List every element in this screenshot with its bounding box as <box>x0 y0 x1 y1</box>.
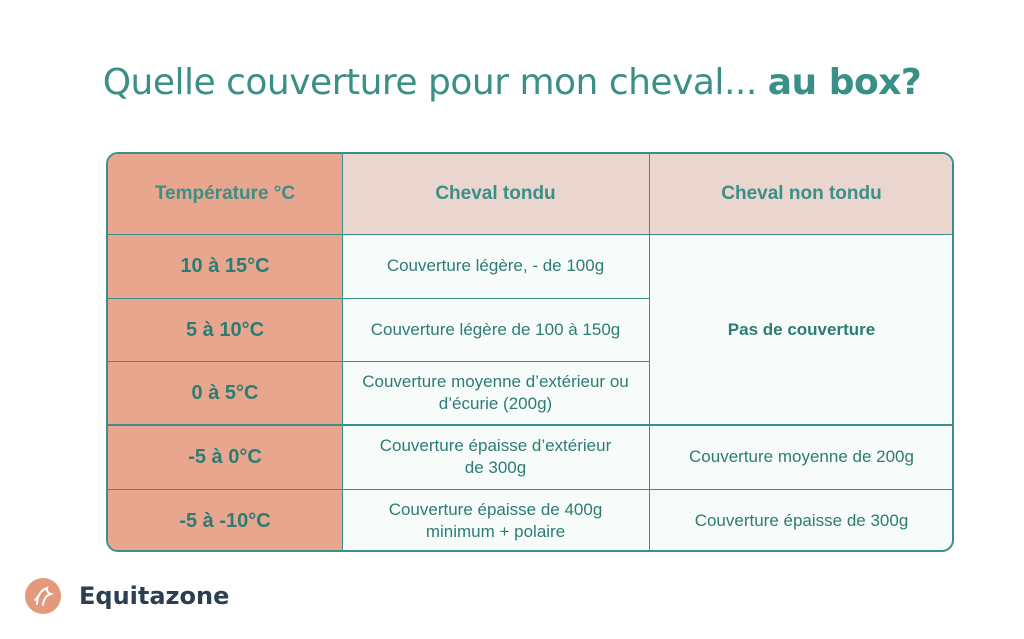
tondu-row-2: Couverture légère de 100 à 150g <box>370 319 621 339</box>
tondu-row-3: Couverture moyenne d’extérieur ou d’écurie (200g) <box>362 372 629 413</box>
divider-header <box>108 234 954 235</box>
divider-row-3 <box>108 424 954 426</box>
divider-row-1 <box>108 298 649 299</box>
header-temperature: Température °C <box>108 154 342 234</box>
tondu-row-1: Couverture légère, - de 100g <box>386 256 605 275</box>
horse-head-icon <box>25 578 61 614</box>
title-prefix: Quelle couverture pour mon cheval... <box>102 62 757 103</box>
temp-row-4: -5 à 0°C <box>108 425 342 489</box>
divider-row-4 <box>108 489 954 490</box>
blanket-table <box>106 152 954 552</box>
divider-row-2 <box>108 361 649 362</box>
temp-row-1: 10 à 15°C <box>108 234 342 298</box>
brand-logo <box>25 578 229 614</box>
tondu-row-5: Couverture épaisse de 400g minimum + polaire <box>388 499 603 541</box>
temp-row-2: 5 à 10°C <box>108 298 342 361</box>
temp-row-5: -5 à -10°C <box>108 489 342 552</box>
header-cheval-non-tondu: Cheval non tondu <box>649 154 954 234</box>
non-tondu-row-4: Couverture moyenne de 200g <box>689 447 914 466</box>
title-bold: au box? <box>767 62 922 103</box>
page-title <box>0 62 1024 103</box>
tondu-row-4: Couverture épaisse d’extérieur de 300g <box>379 436 612 477</box>
brand-name: Equitazone <box>79 582 230 610</box>
header-cheval-tondu: Cheval tondu <box>342 154 649 234</box>
temp-row-3: 0 à 5°C <box>108 361 342 425</box>
non-tondu-row-5: Couverture épaisse de 300g <box>694 510 909 530</box>
divider-col-1 <box>342 154 343 552</box>
non-tondu-merged: Pas de couverture <box>727 319 876 339</box>
divider-col-2 <box>649 154 650 552</box>
